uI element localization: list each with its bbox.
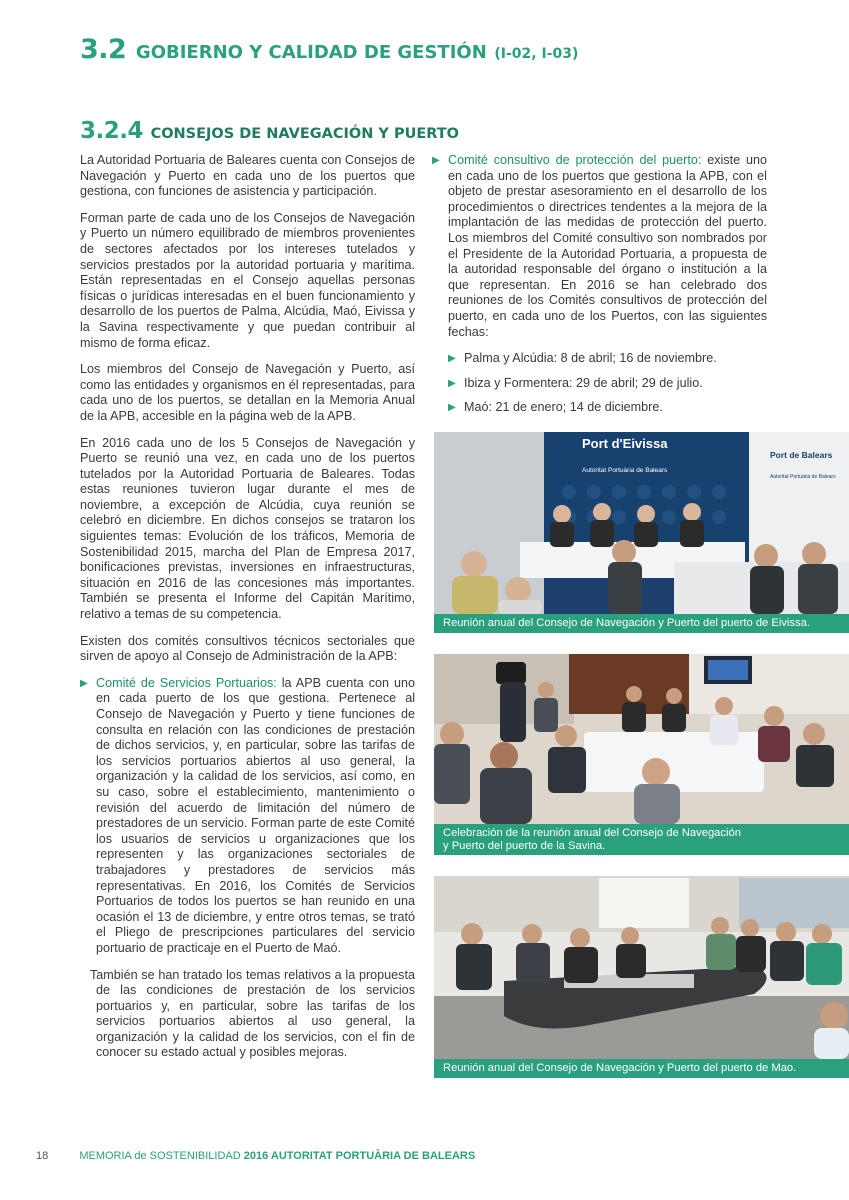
list-item: ▶ Ibiza y Formentera: 29 de abril; 29 de julio. bbox=[448, 375, 703, 390]
photo-caption-line: Celebración de la reunión anual del Consejo de Navegación bbox=[443, 827, 741, 839]
triangle-bullet-icon: ▶ bbox=[448, 377, 456, 389]
sign-sub: Autoritat Portuària de Balears bbox=[582, 467, 668, 474]
sign-right: Port de Balears bbox=[770, 450, 833, 460]
photo-savina-image bbox=[434, 654, 849, 824]
bullet-lead: Comité consultivo de protección del puerto: bbox=[448, 153, 702, 167]
paragraph: Forman parte de cada uno de los Consejos de Navegación y Puerto un número equilibrado de miembros provenientes de sectores afectados por los intereses tutelados y servicios prestados por la autoridad portuaria y marítima. Están representadas en el Consejo aquellas personas físicas o jurídicas interesadas en el buen funcionamiento y desarrollo de los puertos de Palma, Alcúdia, Maó, Eivissa y la Savina respectivamente y que puedan contribuir al mismo de forma eficaz. bbox=[80, 210, 415, 350]
triangle-bullet-icon: ▶ bbox=[448, 402, 456, 414]
right-column bbox=[432, 153, 767, 425]
triangle-bullet-icon: ▶ bbox=[80, 677, 88, 689]
meeting-photo-illustration bbox=[434, 432, 849, 614]
paragraph: En 2016 cada uno de los 5 Consejos de Navegación y Puerto se reunió una vez, en cada uno de los puertos tutelados por la Autoridad Portuaria de Baleares. Todas estas reuniones tuvieron lugar durante el mes de noviembre, a excepción de Alcúdia, cuya reunión se celebró en diciembre. En dichos consejos se trataron los siguientes temas: Evolución de los tráficos, Memoria de Sostenibilidad 2015, marcha del Plan de Empresa 2017, bonificaciones previstas, inversiones en infraestructuras, situación en 2016 de las concesiones más importantes. También se presenta el Informe del Capitán Marítimo, relativo a temas de su competencia. bbox=[80, 435, 415, 622]
subsection-heading-title: CONSEJOS DE NAVEGACIÓN Y PUERTO bbox=[150, 126, 459, 142]
bullet-lead: Comité de Servicios Portuarios: bbox=[96, 675, 277, 690]
photo-eivissa bbox=[434, 432, 849, 633]
section-heading-title: GOBIERNO Y CALIDAD DE GESTIÓN bbox=[135, 42, 487, 63]
photo-caption: Reunión anual del Consejo de Navegación y Puerto del puerto de Eivissa. bbox=[434, 614, 849, 633]
bullet-text: la APB cuenta con uno en cada puerto de los que gestiona. Pertenece al Consejo de Navegación y Puerto y tiene funciones de consulta en relación con las condiciones de prestación de dichos servicios, y, en particular, sobre las tarifas de los servicios portuarios abiertos al uso general, la organización y la calidad de los servicios, así como, en su caso, sobre el establecimiento, mantenimiento o revisión del acuerdo de limitación del número de prestadores de un servicio. Forman parte de este Comité los usuarios de servicios u organizaciones que los representen y las organizaciones sectoriales de trabajadores y prestadores de servicios más representativas. En 2016, los Comités de Servicios Portuarios de todos los puertos se han reunido en una ocasión el 13 de diciembre, y entre otros temas, se trató el Pliego de prescripciones particulares del servicio portuario de practicaje en el Puerto de Maó. bbox=[96, 675, 415, 955]
triangle-bullet-icon: ▶ bbox=[432, 155, 440, 166]
sign-right-sub: Autoritat Portuària de Balears bbox=[770, 474, 836, 480]
photo-caption: Reunión anual del Consejo de Navegación y Puerto del puerto de Mao. bbox=[434, 1059, 849, 1078]
paragraph: Los miembros del Consejo de Navegación y Puerto, así como las entidades y organismos en él representadas, para cada uno de los puertos, se detallan en la Memoria Anual de la APB, accesible en la página web de la APB. bbox=[80, 362, 415, 423]
page-number: 18 bbox=[36, 1150, 49, 1162]
meeting-photo-illustration bbox=[434, 876, 849, 1059]
photo-caption-line: y Puerto del puerto de la Savina. bbox=[443, 839, 606, 852]
dates-list bbox=[448, 351, 767, 416]
left-column bbox=[80, 153, 415, 1072]
subsection-heading-number: 3.2.4 bbox=[80, 118, 143, 144]
section-heading-refs: (I-02, I-03) bbox=[494, 46, 579, 62]
list-item: ▶ Maó: 21 de enero; 14 de diciembre. bbox=[448, 400, 663, 415]
footer-title: MEMORIA de SOSTENIBILIDAD bbox=[79, 1150, 241, 1162]
section-heading bbox=[80, 34, 578, 65]
paragraph: Existen dos comités consultivos técnicos sectoriales que sirven de apoyo al Consejo de Administración de la APB: bbox=[80, 633, 415, 664]
triangle-bullet-icon: ▶ bbox=[448, 353, 456, 365]
meeting-photo-illustration bbox=[434, 654, 849, 824]
photo-mao bbox=[434, 876, 849, 1078]
bullet-item bbox=[80, 676, 415, 957]
subsection-heading bbox=[80, 118, 459, 144]
list-item: ▶ Palma y Alcúdia: 8 de abril; 16 de noviembre. bbox=[448, 351, 717, 366]
sign-port: Port d'Eivissa bbox=[582, 436, 668, 451]
photo-mao-image bbox=[434, 876, 849, 1059]
photo-eivissa-image bbox=[434, 432, 849, 614]
bullet-text: existe uno en cada uno de los puertos que gestiona la APB, con el objeto de prestar asesoramiento en el desarrollo de los procedimientos o directrices tendentes a la mejora de la implantación de las medidas de protección del puerto. Los miembros del Comité consultivo son nombrados por el Presidente de la Autoridad Portuaria, a propuesta de la autoridad responsable del órgano o institución a la que representan. En 2016 se han celebrado dos reuniones de los Comités consultivos de protección del puerto, en cada uno de los Puertos, con las siguientes fechas: bbox=[448, 153, 767, 339]
paragraph: También se han tratado los temas relativos a la propuesta de las condiciones de prestación de los servicios portuarios y, en particular, sobre las tarifas de los servicios portuarios abiertos al uso general, la organización y la calidad de los servicios, con el fin de conocer su estado actual y posibles mejoras. bbox=[90, 967, 415, 1060]
paragraph: La Autoridad Portuaria de Baleares cuenta con Consejos de Navegación y Puerto en cada uno de los puertos que gestiona, con funciones de asistencia y participación. bbox=[80, 153, 415, 199]
section-heading-number: 3.2 bbox=[80, 34, 127, 65]
bullet-item bbox=[432, 153, 767, 340]
footer-title-bold: 2016 AUTORITAT PORTUÀRIA DE BALEARS bbox=[243, 1150, 476, 1162]
photo-savina bbox=[434, 654, 849, 855]
photo-caption bbox=[434, 824, 849, 855]
page-footer bbox=[36, 1150, 475, 1162]
